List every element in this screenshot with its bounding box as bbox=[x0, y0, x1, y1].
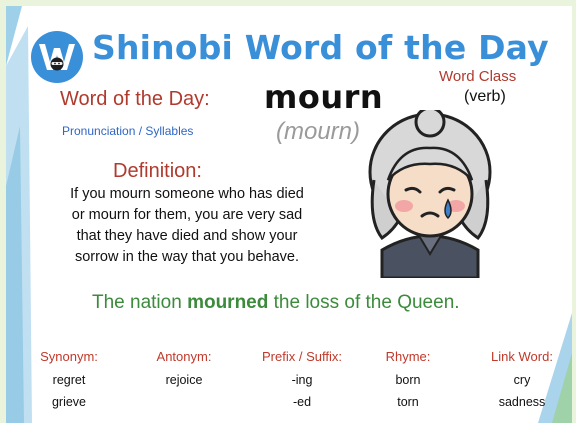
word-of-the-day-card bbox=[6, 6, 572, 423]
page-title: Shinobi Word of the Day bbox=[92, 28, 549, 67]
word-class-value: (verb) bbox=[464, 88, 506, 105]
featured-word-pronunciation: (mourn) bbox=[276, 118, 361, 145]
word-class-label: Word Class bbox=[439, 68, 517, 85]
column-heading: Antonym: bbox=[156, 349, 212, 364]
list-item: -ed bbox=[292, 395, 312, 409]
column-heading: Rhyme: bbox=[385, 349, 431, 364]
list-item: rejoice bbox=[165, 373, 203, 387]
list-item: born bbox=[395, 373, 421, 387]
pronunciation-label: Pronunciation / Syllables bbox=[62, 124, 194, 138]
definition-line: that they have died and show your bbox=[76, 228, 298, 244]
list-item: sadness bbox=[498, 395, 546, 409]
definition-line: sorrow in the way that you behave. bbox=[74, 249, 300, 265]
list-item: regret bbox=[52, 373, 86, 387]
column-heading: Link Word: bbox=[491, 349, 553, 364]
rhyme-column bbox=[376, 349, 440, 413]
decorative-stripe-left bbox=[6, 6, 32, 423]
column-heading: Prefix / Suffix: bbox=[262, 349, 342, 364]
list-item: cry bbox=[513, 373, 531, 387]
definition-line: If you mourn someone who has died bbox=[70, 186, 304, 202]
example-sentence bbox=[92, 292, 460, 314]
prefix-suffix-column bbox=[254, 349, 350, 413]
synonym-column bbox=[34, 349, 104, 413]
column-heading: Synonym: bbox=[40, 349, 98, 364]
list-item: -ing bbox=[291, 373, 313, 387]
word-of-the-day-label: Word of the Day: bbox=[60, 88, 210, 110]
list-item bbox=[146, 391, 222, 413]
example-text-after: the loss of the Queen. bbox=[268, 292, 460, 313]
crying-grandmother-icon bbox=[360, 110, 500, 278]
featured-word: mourn bbox=[264, 78, 384, 116]
link-word-column bbox=[484, 349, 560, 413]
list-item: torn bbox=[397, 395, 419, 409]
definition-text bbox=[42, 184, 332, 268]
definition-line: or mourn for them, you are very sad bbox=[71, 207, 303, 223]
list-item: grieve bbox=[51, 395, 87, 409]
example-highlight: mourned bbox=[187, 292, 269, 313]
shinobi-w-logo-icon bbox=[30, 30, 84, 84]
example-text-before: The nation bbox=[92, 292, 188, 313]
antonym-column bbox=[146, 349, 222, 413]
definition-heading: Definition: bbox=[113, 160, 202, 182]
